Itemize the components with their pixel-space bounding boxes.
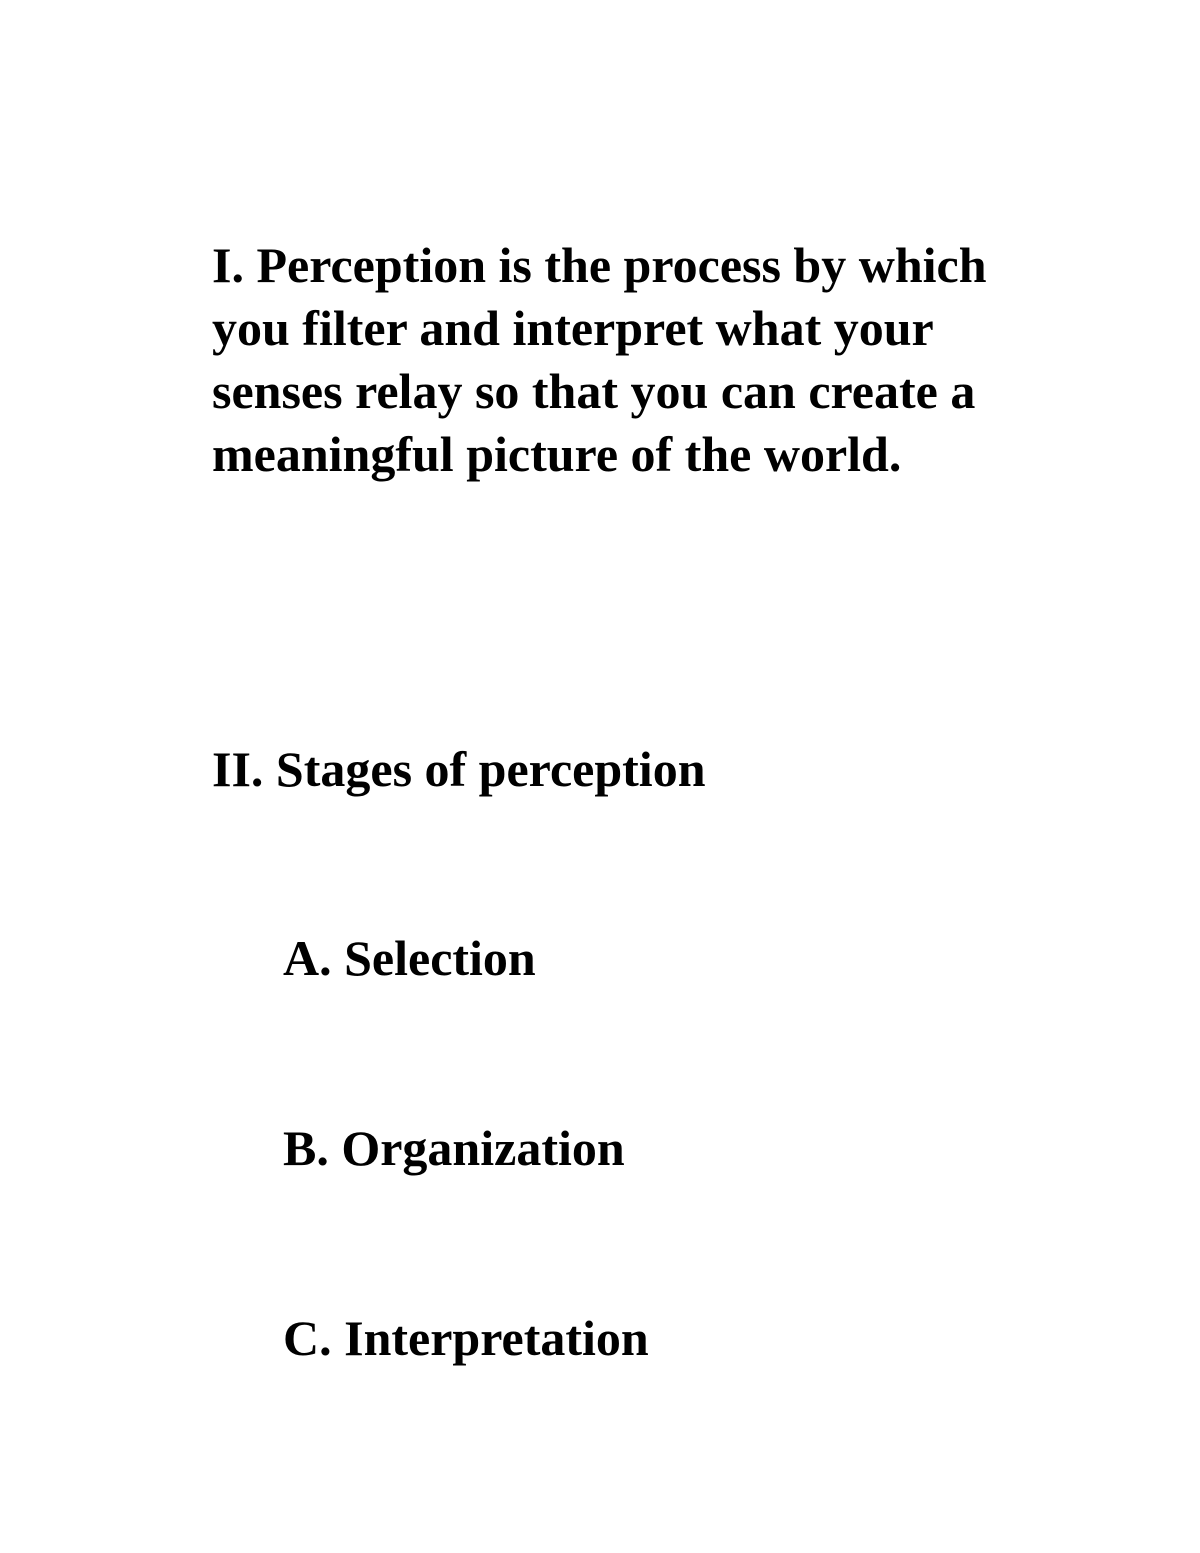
stages-heading: II. Stages of perception [212, 741, 706, 797]
stage-item-interpretation: C. Interpretation [283, 1310, 649, 1366]
stage-item-organization: B. Organization [283, 1120, 625, 1176]
stage-item-selection: A. Selection [283, 930, 536, 986]
perception-definition: I. Perception is the process by which you filter and interpret what your senses relay so that you can create a meaningful picture of the world. [212, 237, 987, 482]
